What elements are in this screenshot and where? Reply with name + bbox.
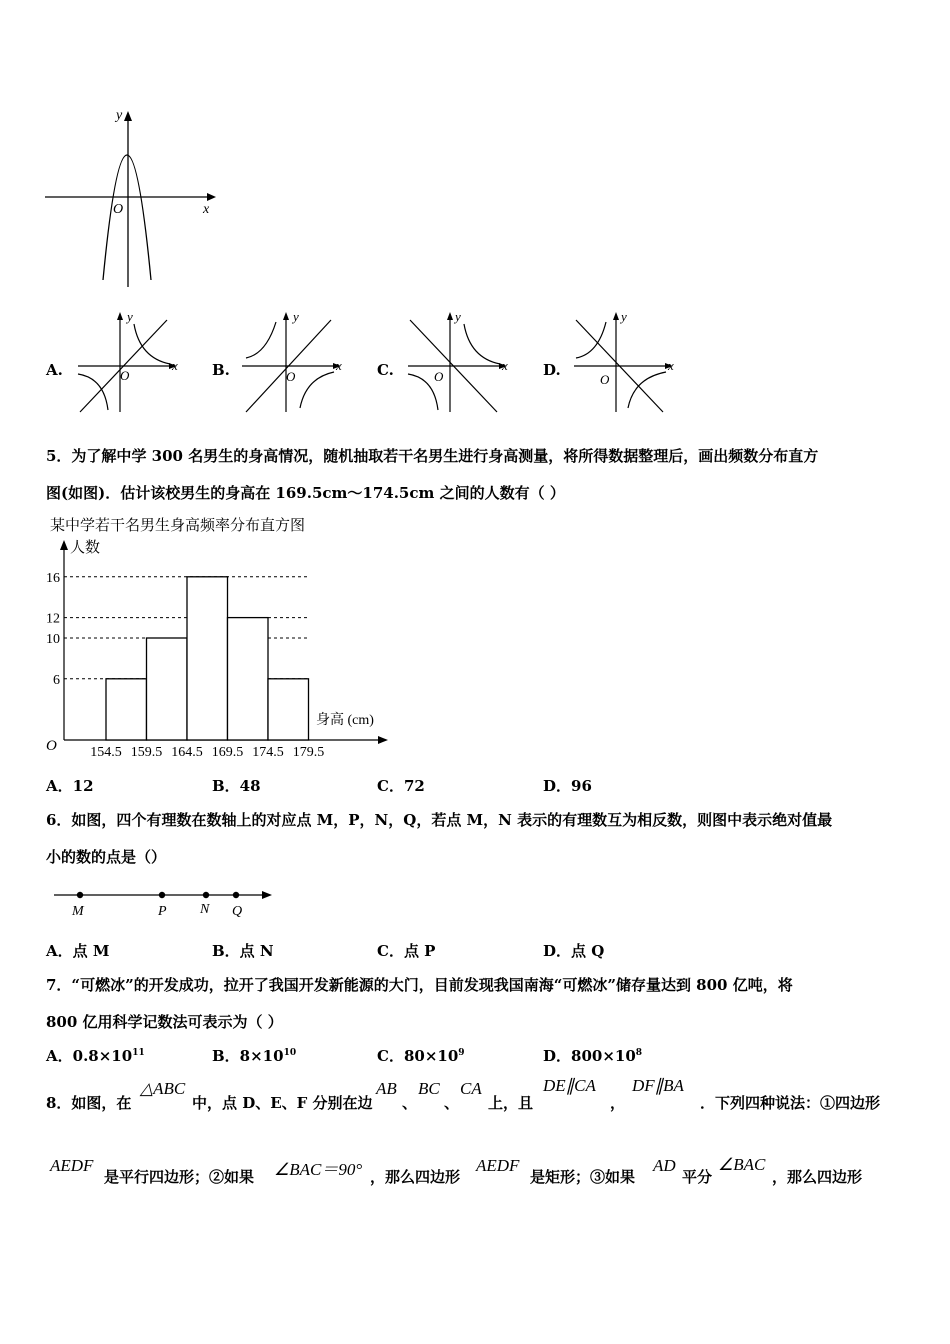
q5-option-c[interactable]: C．72 [377,777,425,795]
hyperbola-branch [576,322,606,358]
point-n-label: N [200,902,210,917]
q8-text: 是平行四边形；②如果 [104,1168,255,1186]
q5-option-b[interactable]: B．48 [212,777,261,795]
q8-text: ．下列四种说法：①四边形 [700,1094,881,1112]
svg-text:x: x [172,358,178,373]
chart-title: 某中学若干名男生身高频率分布直方图 [50,518,306,534]
q7-text-line2: 800 亿用科学记数法可表示为（ ） [46,1013,283,1031]
svg-text:O: O [600,372,610,387]
q4-main-graph [40,105,220,290]
option-b-graph[interactable] [236,308,348,416]
histogram-chart [40,512,400,762]
x-tick-label: 159.5 [130,745,163,760]
q6-text-line2: 小的数的点是（） [46,848,167,866]
q8-text: 上，且 [488,1094,534,1112]
hyperbola-branch [78,374,108,410]
x-tick-label: 154.5 [90,745,122,760]
x-tick-label: 169.5 [211,745,244,760]
q8-text: 中，点 D、E、F 分别在边 [192,1094,373,1112]
svg-text:y: y [621,309,627,324]
hyperbola-branch [246,322,276,358]
chart-y-arrow-icon [60,540,68,550]
q7-option-b[interactable]: B．$8\times 10^{10}$ [212,1047,297,1065]
y-tick-label: 6 [53,672,60,688]
hyperbola-branch [628,372,666,408]
q8-math-ad: AD [653,1156,676,1175]
q5-option-a[interactable]: A．12 [46,777,94,795]
chart-x-label: 身高 (cm) [316,713,374,728]
q8-math-triangle: △ABC [140,1079,186,1098]
y-label: y [116,108,123,123]
q8-math-de-parallel-ca: DE∥CA [543,1076,596,1095]
histogram-bar [228,618,269,740]
option-d-graph[interactable] [568,308,680,416]
q8-math-aedf: AEDF [476,1156,520,1175]
q7-option-d[interactable]: D．$800\times 10^8$ [543,1047,643,1065]
q6-option-d[interactable]: D．点 Q [543,942,605,960]
svg-text:O: O [434,369,444,384]
option-d-letter[interactable]: D. [543,361,561,379]
option-b-letter[interactable]: B. [212,361,230,379]
chart-y-label: 人数 [70,540,101,556]
point-p-label: P [158,904,167,919]
svg-text:y: y [455,309,461,324]
option-c-letter[interactable]: C. [377,361,394,379]
chart-x-arrow-icon [378,736,388,744]
svg-text:O: O [120,368,130,383]
q6-option-c[interactable]: C．点 P [377,942,436,960]
histogram-bar [106,679,147,740]
origin-label: O [113,202,124,217]
q7-option-a[interactable]: A．$0.8\times 10^{11}$ [46,1047,145,1065]
q8-text: 、 [402,1094,418,1112]
point-p [159,892,165,898]
point-q [233,892,239,898]
q5-option-d[interactable]: D．96 [543,777,592,795]
hyperbola-branch [464,324,500,364]
q7-option-c[interactable]: C．$80\times 10^9$ [377,1047,465,1065]
number-line-arrow-icon [262,891,272,899]
point-n [203,892,209,898]
x-tick-label: 179.5 [292,745,325,760]
svg-text:x: x [502,358,508,373]
q8-text: 是矩形；③如果 [530,1168,636,1186]
svg-text:x: x [336,358,342,373]
q8-math-df-parallel-ba: DF∥BA [632,1076,684,1095]
q8-math-angle-bac: ∠BAC [718,1155,766,1174]
histogram-bar [268,679,309,740]
q5-text-line2: 图(如图)．估计该校男生的身高在 169.5cm～174.5cm 之间的人数有（ ） [46,484,565,502]
x-tick-label: 174.5 [252,745,284,760]
q8-text: ，那么四边形 [370,1168,461,1186]
q8-text: ， [610,1094,626,1112]
q8-math-bc: BC [418,1079,440,1098]
point-m-label: M [72,904,84,919]
q6-text-line1: 6．如图，四个有理数在数轴上的对应点 M，P，N，Q，若点 M，N 表示的有理数互为相反数，则图中表示绝对值最 [46,811,833,829]
parabola-curve [103,155,151,280]
point-q-label: Q [232,904,243,919]
hyperbola-branch [134,324,170,364]
x-label: x [203,202,210,217]
svg-text:x: x [668,358,674,373]
x-axis-arrow-icon [207,193,216,201]
q6-option-b[interactable]: B．点 N [212,942,274,960]
q8-math-angle-bac-90: ∠BAC＝90° [274,1160,363,1179]
number-line [50,882,280,922]
histogram-bar [147,638,188,740]
q8-text: 平分 [682,1168,713,1186]
q8-math-ab: AB [376,1079,397,1098]
option-a-graph[interactable] [72,308,184,416]
option-c-graph[interactable] [402,308,514,416]
histogram-bar [187,577,228,740]
q8-math-aedf: AEDF [50,1156,94,1175]
q8-text: ，那么四边形 [772,1168,863,1186]
svg-text:y: y [293,309,299,324]
q8-text: 、 [444,1094,460,1112]
x-tick-label: 164.5 [171,745,203,760]
q6-option-a[interactable]: A．点 M [46,942,110,960]
svg-text:y: y [127,309,133,324]
q8-math-ca: CA [460,1079,482,1098]
option-a-letter[interactable]: A. [46,361,63,379]
point-m [77,892,83,898]
chart-origin: O [46,738,57,754]
y-tick-label: 12 [46,611,60,627]
y-tick-label: 16 [46,570,60,586]
svg-text:O: O [286,369,296,384]
q7-text-line1: 7．“可燃冰”的开发成功，拉开了我国开发新能源的大门，目前发现我国南海“可燃冰”储存量达到 800 亿吨，将 [46,976,793,994]
y-tick-label: 10 [46,632,60,647]
y-axis-arrow-icon [124,111,132,121]
hyperbola-branch [300,372,334,408]
q5-text-line1: 5．为了解中学 300 名男生的身高情况，随机抽取若干名男生进行身高测量，将所得数据整理后，画出频数分布直方 [46,447,819,465]
q8-text: 8．如图，在 [46,1094,132,1112]
